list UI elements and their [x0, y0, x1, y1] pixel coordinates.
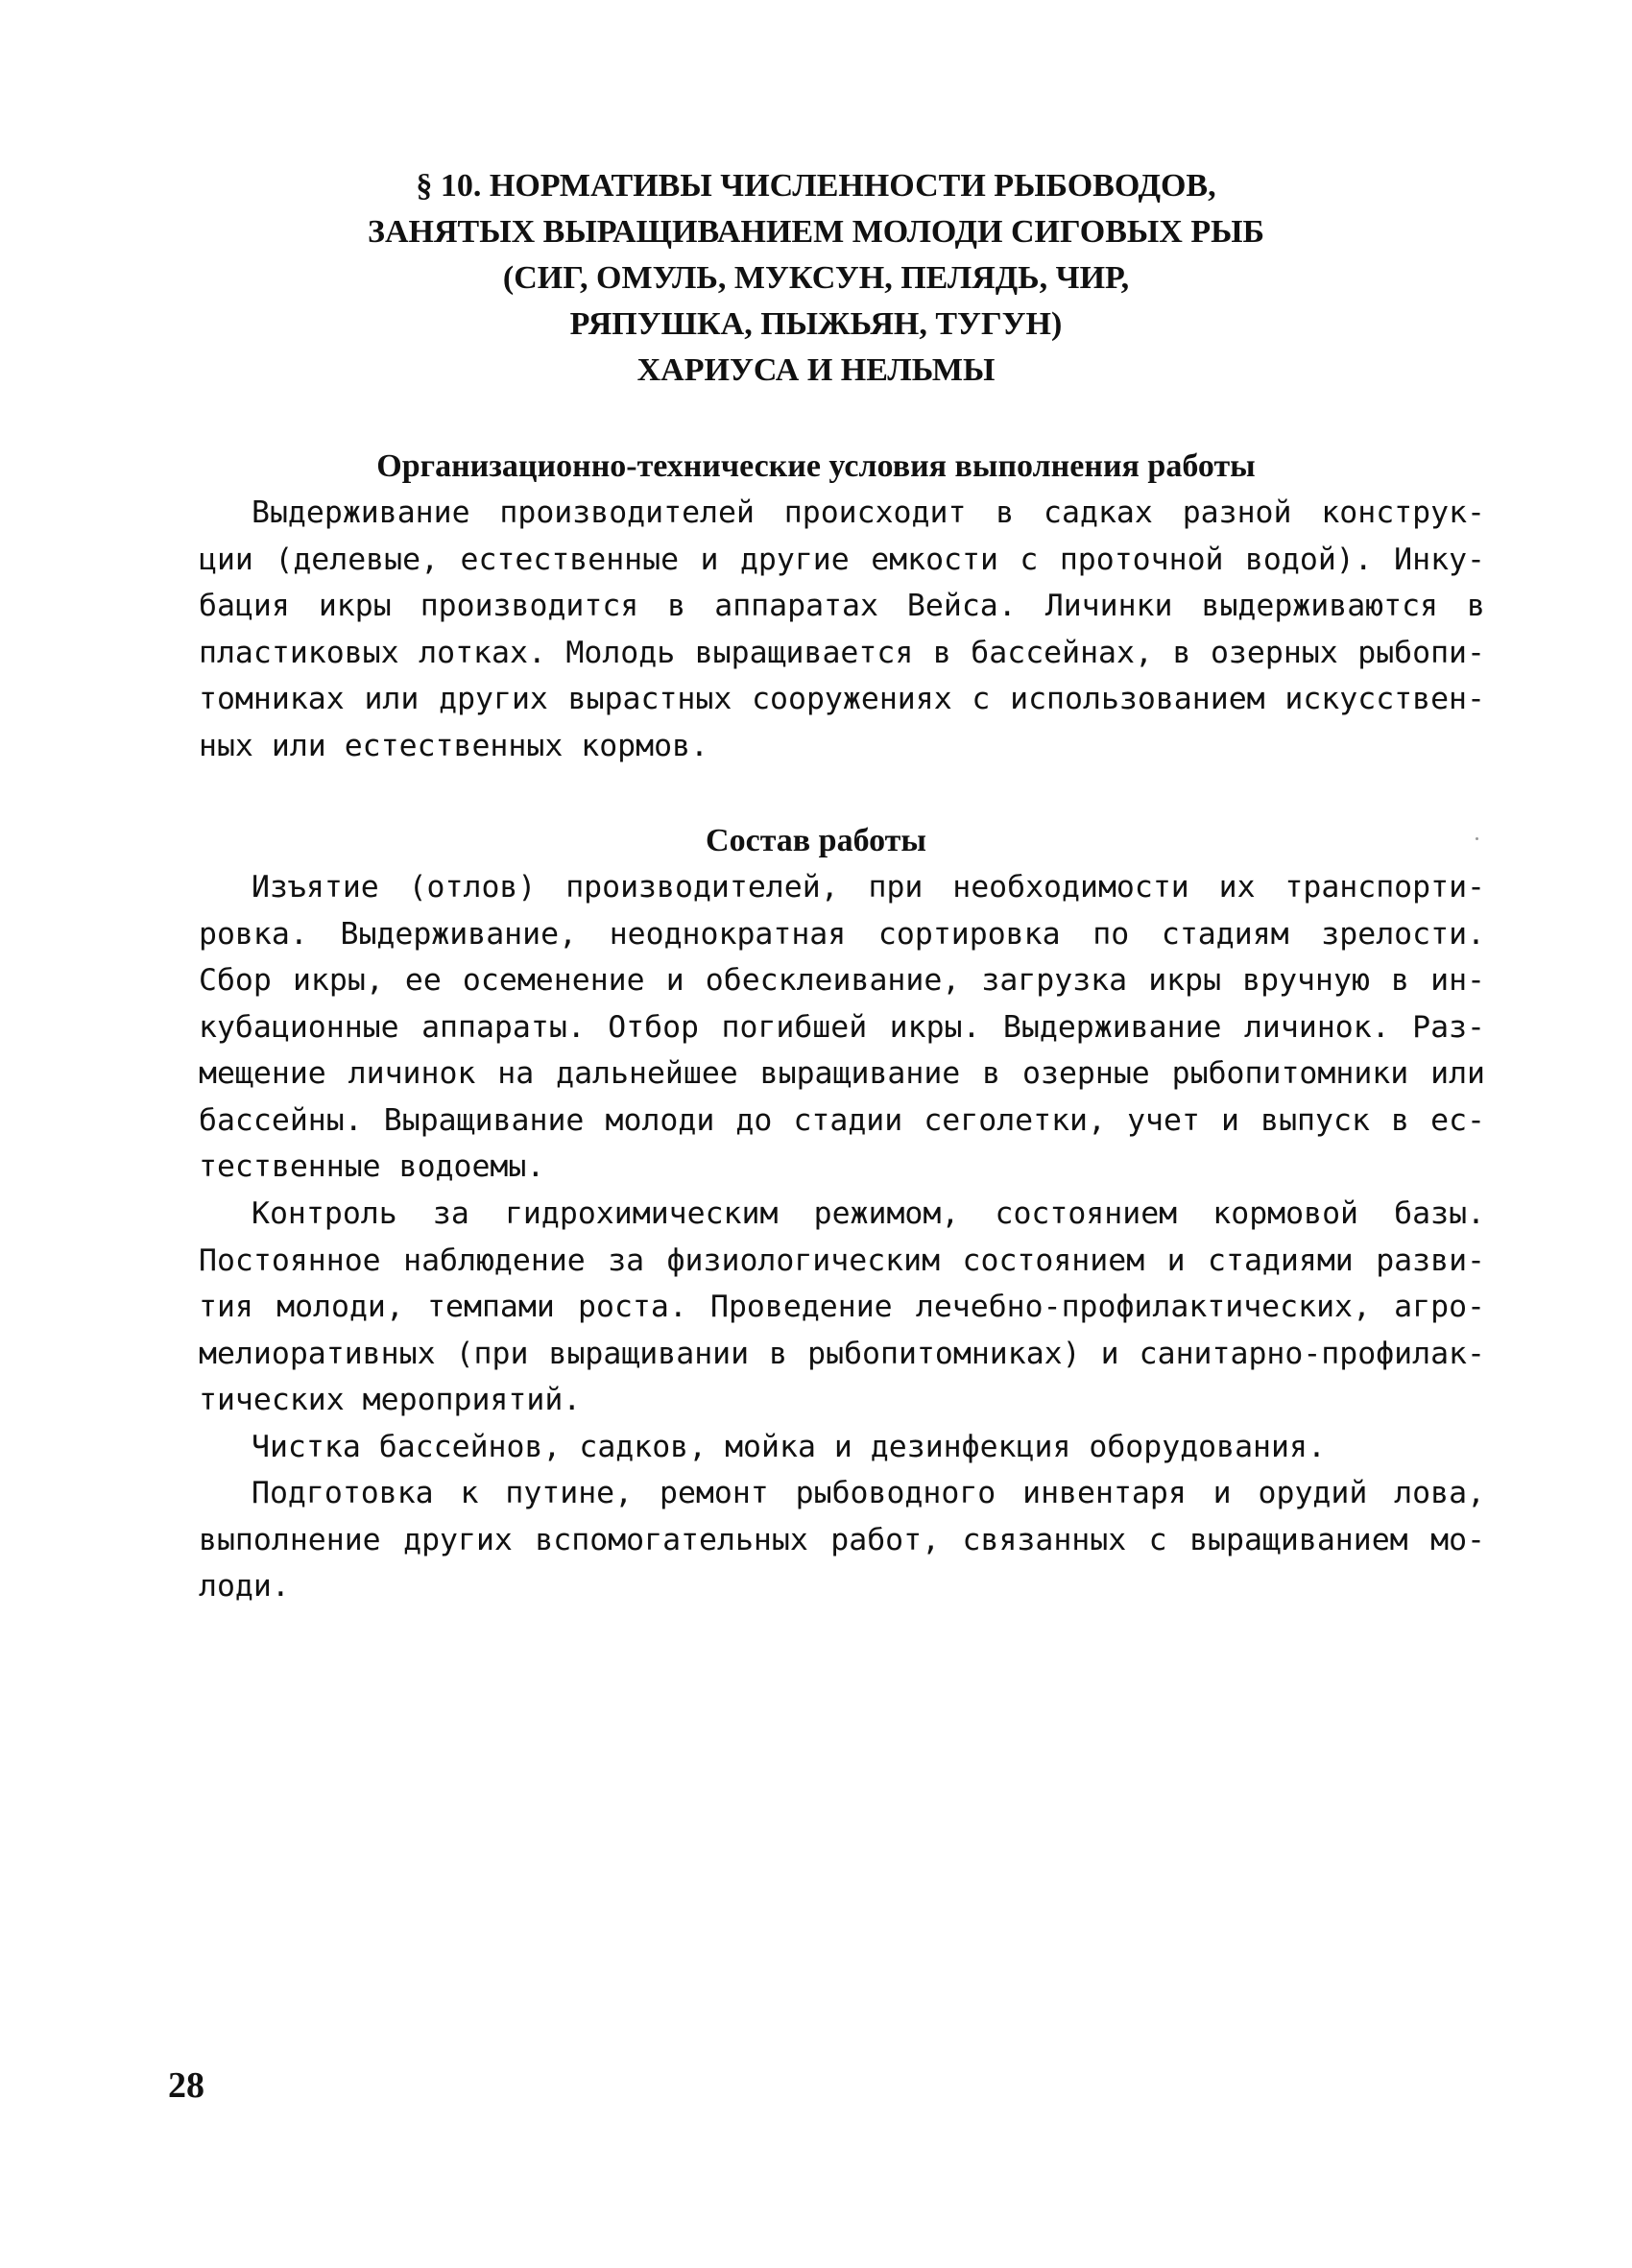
- paragraph-line: Контроль за гидрохимическим режимом, состоянием кормовой базы.: [252, 1196, 1485, 1231]
- paragraph-line: тия молоди, темпами роста. Проведение лечебно-профилактических, агро-: [199, 1290, 1485, 1324]
- paragraph-line: пластиковых лотках. Молодь выращивается в бассейнах, в озерных рыбопи-: [199, 635, 1485, 670]
- paragraph-line: мещение личинок на дальнейшее выращивание в озерные рыбопитомники или: [199, 1056, 1485, 1091]
- title-line: ЗАНЯТЫХ ВЫРАЩИВАНИЕМ МОЛОДИ СИГОВЫХ РЫБ: [368, 214, 1264, 250]
- paragraph-line: ных или естественных кормов.: [199, 728, 709, 763]
- work-composition-paragraph-4: [199, 1470, 1485, 1610]
- work-composition-paragraph-1: [199, 864, 1485, 1191]
- work-composition-paragraph-2: [199, 1191, 1485, 1424]
- paragraph-line: кубационные аппараты. Отбор погибшей икры. Выдерживание личинок. Раз-: [199, 1009, 1485, 1045]
- paragraph-line: тественные водоемы.: [199, 1149, 545, 1184]
- paragraph-line: лоди.: [199, 1569, 290, 1604]
- paragraph-line: Постоянное наблюдение за физиологическим состоянием и стадиями разви-: [199, 1243, 1485, 1278]
- paragraph-line: томниках или других вырастных сооружениях с использованием искусствен-: [199, 682, 1485, 716]
- paragraph-line: выполнение других вспомогательных работ, связанных с выращиванием мо-: [199, 1522, 1485, 1557]
- org-conditions-paragraph: [199, 490, 1485, 769]
- paragraph-line: Сбор икры, ее осеменение и обесклеивание, загрузка икры вручную в ин-: [199, 963, 1485, 998]
- paragraph-line: Выдерживание производителей происходит в садках разной конструк-: [252, 495, 1485, 530]
- work-composition-heading: Состав работы: [706, 823, 926, 858]
- paragraph-line: бассейны. Выращивание молоди до стадии сеголетки, учет и выпуск в ес-: [199, 1102, 1485, 1138]
- scan-speck: [1476, 837, 1478, 840]
- paragraph-line: бация икры производится в аппаратах Вейса. Личинки выдерживаются в: [199, 589, 1485, 623]
- title-line: (СИГ, ОМУЛЬ, МУКСУН, ПЕЛЯДЬ, ЧИР,: [502, 260, 1130, 296]
- paragraph-line: Чистка бассейнов, садков, мойка и дезинфекция оборудования.: [252, 1430, 1326, 1464]
- paragraph-line: Изъятие (отлов) производителей, при необходимости их транспорти-: [252, 870, 1485, 905]
- paragraph-line: ровка. Выдерживание, неоднократная сортировка по стадиям зрелости.: [199, 916, 1485, 952]
- work-composition-paragraph-3: [199, 1424, 1485, 1471]
- paragraph-line: ции (делевые, естественные и другие емкости с проточной водой). Инку-: [199, 542, 1485, 577]
- title-line: РЯПУШКА, ПЫЖЬЯН, ТУГУН): [569, 306, 1063, 342]
- paragraph-line: тических мероприятий.: [199, 1383, 582, 1417]
- title-line: ХАРИУСА И НЕЛЬМЫ: [636, 352, 996, 388]
- title-line: § 10. НОРМАТИВЫ ЧИСЛЕННОСТИ РЫБОВОДОВ,: [416, 168, 1216, 204]
- paragraph-line: Подготовка к путине, ремонт рыбоводного инвентаря и орудий лова,: [252, 1476, 1485, 1510]
- org-conditions-heading: Организационно-технические условия выполнения работы: [376, 448, 1256, 484]
- page-number: 28: [168, 2065, 204, 2106]
- section-title: [154, 163, 1478, 394]
- paragraph-line: мелиоративных (при выращивании в рыбопитомниках) и санитарно-профилак-: [199, 1336, 1485, 1371]
